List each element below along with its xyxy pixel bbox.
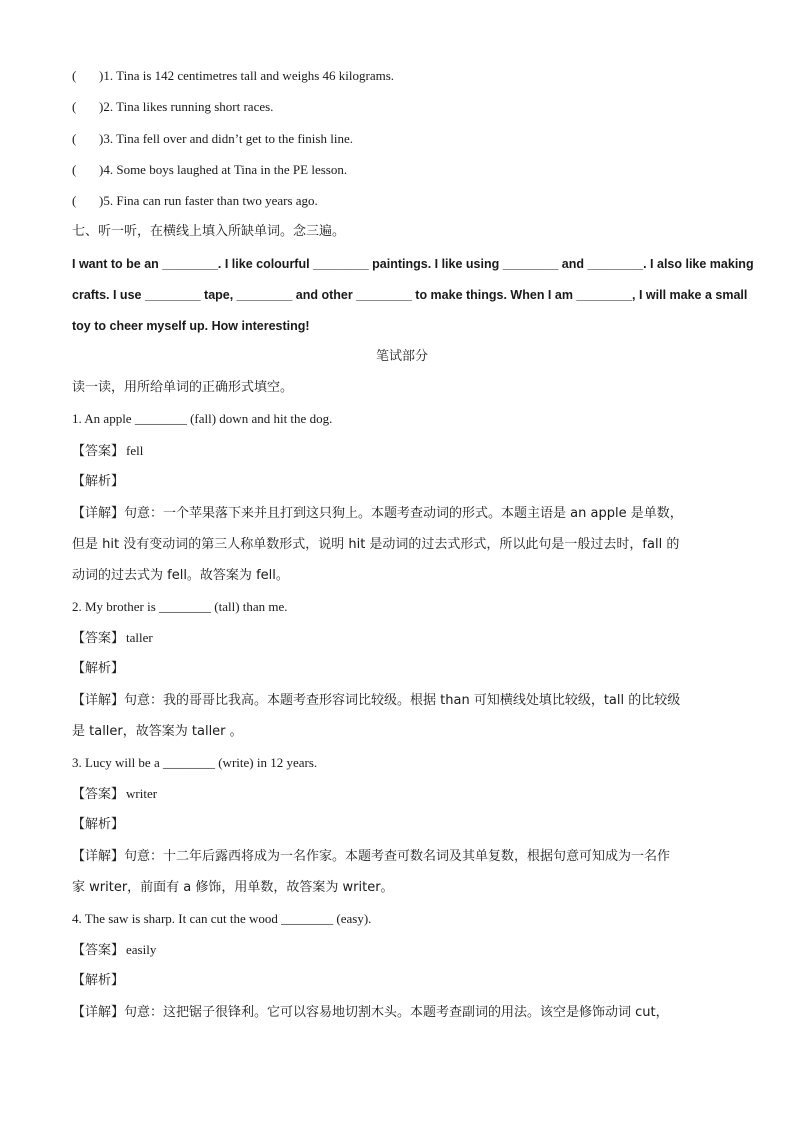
question-2-answer [72, 628, 732, 649]
detail-label: 【详解】 [72, 693, 125, 708]
question-3-detail [72, 841, 722, 903]
tf-item-text: 2. Tina likes running short races. [103, 99, 274, 114]
answer-value: taller [126, 630, 153, 645]
answer-value: fell [126, 443, 144, 458]
detail-line: 但是 hit 没有变动词的第三人称单数形式，说明 hit 是动词的过去式形式，所以此句是一般过去时，fall 的 [72, 537, 680, 552]
question-1-analysis-label: 【解析】 [72, 474, 125, 489]
question-4-answer [72, 940, 732, 961]
written-instruction: 读一读，用所给单词的正确形式填空。 [72, 380, 294, 395]
detail-line: 【详解】句意：这把锯子很锋利。它可以容易地切割木头。本题考查副词的用法。该空是修饰动词 cut， [72, 1005, 669, 1020]
answer-bracket-open: ( [72, 193, 77, 208]
detail-line: 动词的过去式为 fell。故答案为 fell。 [72, 568, 289, 583]
answer-bracket-close: ) [99, 131, 104, 146]
answer-bracket-close: ) [99, 68, 104, 83]
cloze-line-1: I want to be an ________. I like colourful ________ paintings. I like using ________ and ________. I also like making [72, 257, 754, 271]
detail-label: 【详解】 [72, 1005, 125, 1020]
answer-label: 【答案】 [72, 943, 125, 958]
tf-item-text: 4. Some boys laughed at Tina in the PE lesson. [103, 162, 348, 177]
answer-bracket-close: ) [99, 99, 104, 114]
answer-bracket-open: ( [72, 162, 77, 177]
question-2-stem: 2. My brother is ________ (tall) than me. [72, 599, 288, 614]
question-1-detail [72, 498, 722, 591]
detail-label: 【详解】 [72, 506, 125, 521]
question-3-stem: 3. Lucy will be a ________ (write) in 12 years. [72, 755, 318, 770]
answer-label: 【答案】 [72, 631, 125, 646]
detail-line: 【详解】句意：一个苹果落下来并且打到这只狗上。本题考查动词的形式。本题主语是 an apple 是单数， [72, 506, 683, 521]
question-3-answer [72, 784, 732, 805]
tf-item-text: 5. Fina can run faster than two years ago. [103, 193, 318, 208]
question-3-analysis-label: 【解析】 [72, 817, 125, 832]
answer-value: easily [126, 942, 157, 957]
answer-bracket-close: ) [99, 162, 104, 177]
tf-item-4 [72, 160, 732, 180]
question-1-answer [72, 441, 732, 462]
question-1-stem: 1. An apple ________ (fall) down and hit the dog. [72, 411, 333, 426]
detail-line: 家 writer，前面有 a 修饰，用单数，故答案为 writer。 [72, 880, 394, 895]
tf-item-text: 3. Tina fell over and didn’t get to the finish line. [103, 131, 353, 146]
question-4-analysis-label: 【解析】 [72, 973, 125, 988]
answer-value: writer [126, 786, 158, 801]
cloze-line-3: toy to cheer myself up. How interesting! [72, 319, 310, 333]
answer-bracket-close: ) [99, 193, 104, 208]
detail-line: 【详解】句意：我的哥哥比我高。本题考查形容词比较级。根据 than 可知横线处填比较级，tall 的比较级 [72, 693, 681, 708]
question-4-detail [72, 997, 722, 1028]
question-2-analysis-label: 【解析】 [72, 661, 125, 676]
tf-item-3 [72, 129, 732, 149]
tf-item-text: 1. Tina is 142 centimetres tall and weighs 46 kilograms. [103, 68, 395, 83]
written-section-title: 笔试部分 [375, 349, 428, 364]
section7-heading: 七、听一听，在横线上填入所缺单词。念三遍。 [72, 224, 346, 239]
answer-bracket-open: ( [72, 99, 77, 114]
tf-item-1 [72, 66, 732, 86]
answer-bracket-open: ( [72, 131, 77, 146]
detail-label: 【详解】 [72, 849, 125, 864]
question-2-detail [72, 685, 722, 747]
tf-item-5 [72, 191, 732, 211]
answer-label: 【答案】 [72, 787, 125, 802]
tf-item-2 [72, 97, 732, 117]
detail-line: 【详解】句意：十二年后露西将成为一名作家。本题考查可数名词及其单复数，根据句意可知成为一名作 [72, 849, 671, 864]
question-4-stem: 4. The saw is sharp. It can cut the wood ________ (easy). [72, 911, 372, 926]
cloze-line-2: crafts. I use ________ tape, ________ and other ________ to make things. When I am ________, I will make a small [72, 288, 748, 302]
answer-bracket-open: ( [72, 68, 77, 83]
answer-label: 【答案】 [72, 444, 125, 459]
detail-line: 是 taller，故答案为 taller 。 [72, 724, 243, 739]
